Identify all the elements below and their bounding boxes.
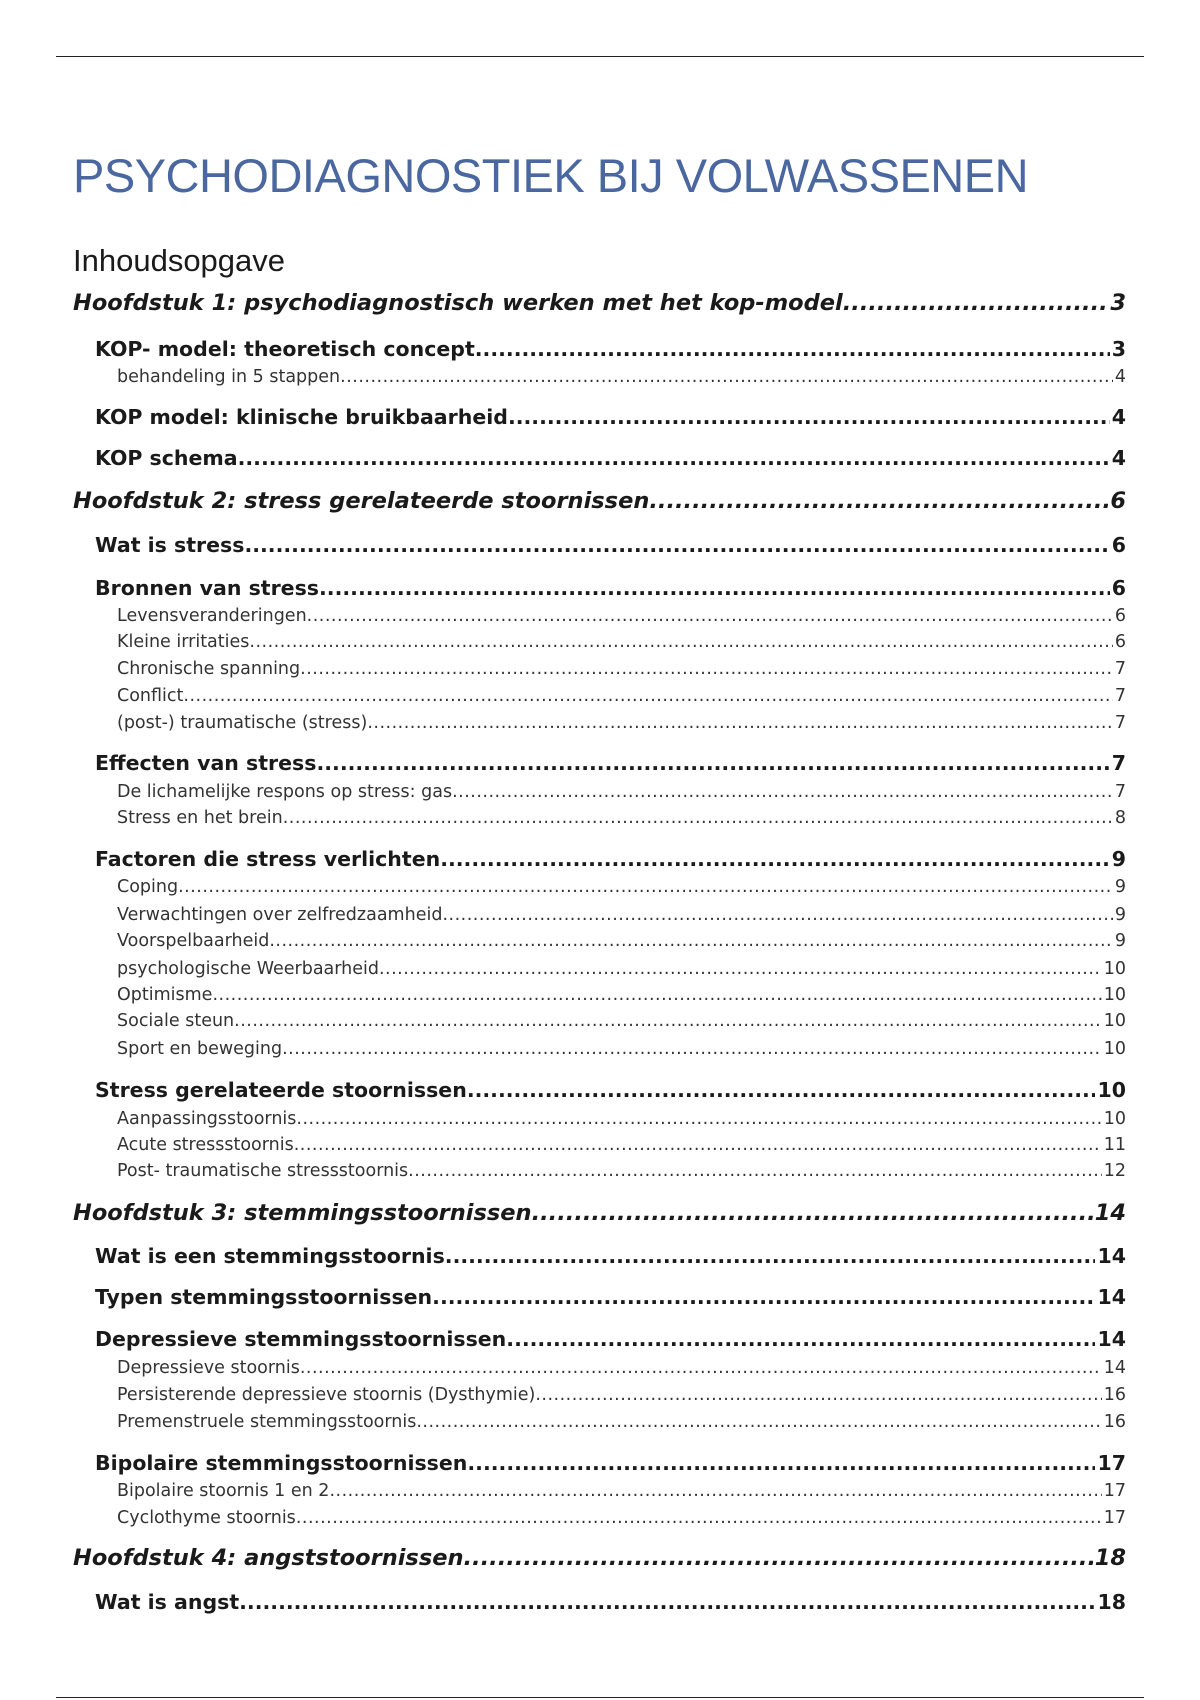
toc-page-number: 4	[1111, 405, 1126, 429]
toc-page-number: 14	[1097, 1244, 1126, 1268]
toc-page-number: 10	[1103, 1011, 1126, 1031]
toc-entry-level-3[interactable]	[117, 1411, 1126, 1433]
toc-dot-leader	[506, 1326, 1095, 1352]
toc-dot-leader	[408, 1160, 1102, 1182]
toc-entry-level-1[interactable]	[73, 487, 1126, 515]
toc-dot-leader	[467, 1077, 1096, 1103]
toc-entry-level-1[interactable]	[73, 1544, 1126, 1572]
toc-entry-level-2[interactable]	[95, 1243, 1126, 1269]
toc-entry-title: Effecten van stress	[95, 751, 317, 775]
toc-page-number: 6	[1114, 632, 1126, 652]
toc-entry-title: Bipolaire stemmingsstoornissen	[95, 1451, 468, 1475]
toc-entry-title: Hoofdstuk 1: psychodiagnostisch werken met het kop-model	[73, 290, 843, 316]
toc-entry-level-3[interactable]	[117, 1010, 1126, 1032]
toc-dot-leader	[282, 1038, 1102, 1060]
toc-page-number: 10	[1103, 1039, 1126, 1059]
toc-page-number: 7	[1114, 686, 1126, 706]
toc-entry-level-3[interactable]	[117, 1357, 1126, 1379]
toc-entry-title: Stress en het brein	[117, 808, 283, 828]
toc-entry-level-3[interactable]	[117, 1134, 1126, 1156]
toc-page-number: 4	[1114, 367, 1126, 387]
toc-entry-title: KOP model: klinische bruikbaarheid	[95, 405, 508, 429]
toc-dot-leader	[212, 984, 1101, 1006]
toc-entry-level-3[interactable]	[117, 1038, 1126, 1060]
toc-dot-leader	[269, 930, 1113, 952]
toc-dot-leader	[178, 876, 1113, 898]
toc-page-number: 3	[1110, 290, 1126, 316]
toc-page-number: 11	[1103, 1135, 1126, 1155]
toc-page-number: 14	[1094, 1200, 1126, 1226]
toc-entry-level-2[interactable]	[95, 1284, 1126, 1310]
toc-page-number: 17	[1103, 1508, 1126, 1528]
toc-entry-level-1[interactable]	[73, 1199, 1126, 1227]
toc-entry-title: Aanpassingsstoornis	[117, 1109, 297, 1129]
toc-entry-level-2[interactable]	[95, 1450, 1126, 1476]
toc-page-number: 10	[1097, 1078, 1126, 1102]
toc-page-number: 6	[1111, 576, 1126, 600]
toc-entry-title: Conflict	[117, 686, 184, 706]
toc-page-number: 12	[1103, 1161, 1126, 1181]
toc-page-number: 10	[1103, 985, 1126, 1005]
toc-entry-title: psychologische Weerbaarheid	[117, 959, 379, 979]
toc-dot-leader	[234, 1010, 1102, 1032]
toc-entry-title: Sport en beweging	[117, 1039, 283, 1059]
toc-dot-leader	[532, 1199, 1093, 1227]
toc-page-number: 3	[1111, 337, 1126, 361]
toc-entry-title: Acute stressstoornis	[117, 1135, 294, 1155]
toc-entry-level-2[interactable]	[95, 1077, 1126, 1103]
toc-page-number: 7	[1114, 659, 1126, 679]
toc-entry-level-2[interactable]	[95, 336, 1126, 362]
toc-dot-leader	[283, 807, 1113, 829]
toc-dot-leader	[432, 1284, 1095, 1310]
toc-entry-title: Hoofdstuk 3: stemmingsstoornissen	[73, 1200, 532, 1226]
toc-page-number: 9	[1114, 877, 1126, 897]
toc-dot-leader	[452, 781, 1113, 803]
toc-entry-level-3[interactable]	[117, 1507, 1126, 1529]
toc-entry-title: Post- traumatische stressstoornis	[117, 1161, 409, 1181]
toc-dot-leader	[379, 958, 1102, 980]
toc-page-number: 7	[1111, 751, 1126, 775]
toc-dot-leader	[319, 575, 1110, 601]
toc-entry-level-3[interactable]	[117, 366, 1126, 388]
toc-entry-title: Verwachtingen over zelfredzaamheid	[117, 905, 443, 925]
toc-entry-level-3[interactable]	[117, 807, 1126, 829]
toc-dot-leader	[440, 846, 1110, 872]
toc-entry-title: De lichamelijke respons op stress: gas	[117, 782, 453, 802]
toc-entry-level-3[interactable]	[117, 1108, 1126, 1130]
toc-page-number: 14	[1097, 1285, 1126, 1309]
toc-entry-level-2[interactable]	[95, 1589, 1126, 1615]
toc-entry-level-2[interactable]	[95, 750, 1126, 776]
toc-dot-leader	[239, 1589, 1095, 1615]
toc-entry-title: Wat is angst	[95, 1590, 240, 1614]
toc-entry-title: Chronische spanning	[117, 659, 301, 679]
toc-entry-level-2[interactable]	[95, 846, 1126, 872]
toc-page-number: 17	[1103, 1481, 1126, 1501]
toc-entry-level-3[interactable]	[117, 876, 1126, 898]
toc-entry-title: Wat is stress	[95, 533, 245, 557]
toc-entry-level-3[interactable]	[117, 1480, 1126, 1502]
toc-entry-title: behandeling in 5 stappen	[117, 367, 341, 387]
toc-entry-level-3[interactable]	[117, 984, 1126, 1006]
toc-dot-leader	[296, 1108, 1101, 1130]
toc-page-number: 9	[1111, 847, 1126, 871]
toc-dot-leader	[296, 1507, 1102, 1529]
toc-page-number: 6	[1111, 533, 1126, 557]
toc-dot-leader	[340, 366, 1113, 388]
toc-dot-leader	[300, 658, 1113, 680]
toc-entry-title: Depressieve stoornis	[117, 1358, 300, 1378]
toc-page-number: 18	[1097, 1590, 1126, 1614]
toc-entry-title: Stress gerelateerde stoornissen	[95, 1078, 467, 1102]
toc-page-number: 10	[1103, 1109, 1126, 1129]
toc-entry-level-3[interactable]	[117, 781, 1126, 803]
toc-entry-title: Sociale steun	[117, 1011, 235, 1031]
toc-page-number: 18	[1094, 1545, 1126, 1571]
toc-entry-title: Voorspelbaarheid	[117, 931, 270, 951]
toc-dot-leader	[316, 750, 1109, 776]
toc-entry-level-3[interactable]	[117, 904, 1126, 926]
toc-page-number: 9	[1114, 905, 1126, 925]
toc-dot-leader	[294, 1134, 1102, 1156]
toc-page-number: 7	[1114, 782, 1126, 802]
toc-entry-title: Bipolaire stoornis 1 en 2	[117, 1481, 330, 1501]
toc-entry-level-2[interactable]	[95, 575, 1126, 601]
toc-dot-leader	[464, 1544, 1093, 1572]
toc-dot-leader	[367, 712, 1113, 734]
toc-entry-level-2[interactable]	[95, 445, 1126, 471]
toc-entry-title: Levensveranderingen	[117, 606, 307, 626]
toc-dot-leader	[244, 532, 1109, 558]
toc-dot-leader	[508, 404, 1110, 430]
toc-entry-level-2[interactable]	[95, 1326, 1126, 1352]
toc-entry-level-3[interactable]	[117, 712, 1126, 734]
toc-page-number: 10	[1103, 959, 1126, 979]
toc-entry-level-3[interactable]	[117, 685, 1126, 707]
toc-entry-level-3[interactable]	[117, 658, 1126, 680]
toc-entry-title: Persisterende depressieve stoornis (Dysthymie)	[117, 1385, 536, 1405]
toc-entry-title: Hoofdstuk 2: stress gerelateerde stoornissen	[73, 488, 650, 514]
toc-page-number: 6	[1114, 606, 1126, 626]
toc-entry-level-1[interactable]	[73, 289, 1126, 317]
toc-entry-title: Kleine irritaties	[117, 632, 250, 652]
document-title: PSYCHODIAGNOSTIEK BIJ VOLWASSENEN	[73, 149, 1029, 202]
toc-dot-leader	[442, 904, 1112, 926]
toc-entry-level-3[interactable]	[117, 605, 1126, 627]
toc-dot-leader	[649, 487, 1108, 515]
toc-dot-leader	[300, 1357, 1102, 1379]
toc-dot-leader	[329, 1480, 1101, 1502]
toc-heading: Inhoudsopgave	[73, 243, 286, 278]
toc-entry-title: Cyclothyme stoornis	[117, 1508, 296, 1528]
toc-page-number: 16	[1103, 1385, 1126, 1405]
toc-page-number: 7	[1114, 713, 1126, 733]
toc-page-number: 16	[1103, 1412, 1126, 1432]
toc-entry-title: Factoren die stress verlichten	[95, 847, 441, 871]
toc-page-number: 17	[1097, 1451, 1126, 1475]
toc-page-number: 14	[1097, 1327, 1126, 1351]
toc-dot-leader	[535, 1384, 1101, 1406]
toc-entry-title: Wat is een stemmingsstoornis	[95, 1244, 445, 1268]
toc-dot-leader	[475, 336, 1110, 362]
toc-entry-title: Coping	[117, 877, 179, 897]
toc-entry-title: Typen stemmingsstoornissen	[95, 1285, 433, 1309]
toc-entry-level-2[interactable]	[95, 532, 1126, 558]
toc-entry-level-2[interactable]	[95, 404, 1126, 430]
toc-entry-level-3[interactable]	[117, 1160, 1126, 1182]
toc-dot-leader	[843, 289, 1109, 317]
toc-entry-level-3[interactable]	[117, 1384, 1126, 1406]
toc-dot-leader	[307, 605, 1113, 627]
toc-entry-title: Premenstruele stemmingsstoornis	[117, 1412, 417, 1432]
footer-rule	[56, 1697, 1144, 1698]
toc-page-number: 14	[1103, 1358, 1126, 1378]
toc-entry-title: KOP schema	[95, 446, 238, 470]
toc-entry-level-3[interactable]	[117, 958, 1126, 980]
toc-page-number: 8	[1114, 808, 1126, 828]
toc-page-number: 9	[1114, 931, 1126, 951]
toc-dot-leader	[249, 631, 1112, 653]
toc-entry-title: KOP- model: theoretisch concept	[95, 337, 475, 361]
toc-page-number: 4	[1111, 446, 1126, 470]
toc-entry-level-3[interactable]	[117, 930, 1126, 952]
toc-entry-title: Hoofdstuk 4: angststoornissen	[73, 1545, 464, 1571]
toc-dot-leader	[416, 1411, 1101, 1433]
toc-dot-leader	[238, 445, 1110, 471]
toc-dot-leader	[445, 1243, 1096, 1269]
toc-entry-level-3[interactable]	[117, 631, 1126, 653]
toc-dot-leader	[183, 685, 1112, 707]
toc-page-number: 6	[1110, 488, 1126, 514]
toc-entry-title: Depressieve stemmingsstoornissen	[95, 1327, 507, 1351]
toc-dot-leader	[467, 1450, 1095, 1476]
toc-entry-title: Bronnen van stress	[95, 576, 319, 600]
toc-entry-title: (post-) traumatische (stress)	[117, 713, 368, 733]
toc-entry-title: Optimisme	[117, 985, 213, 1005]
